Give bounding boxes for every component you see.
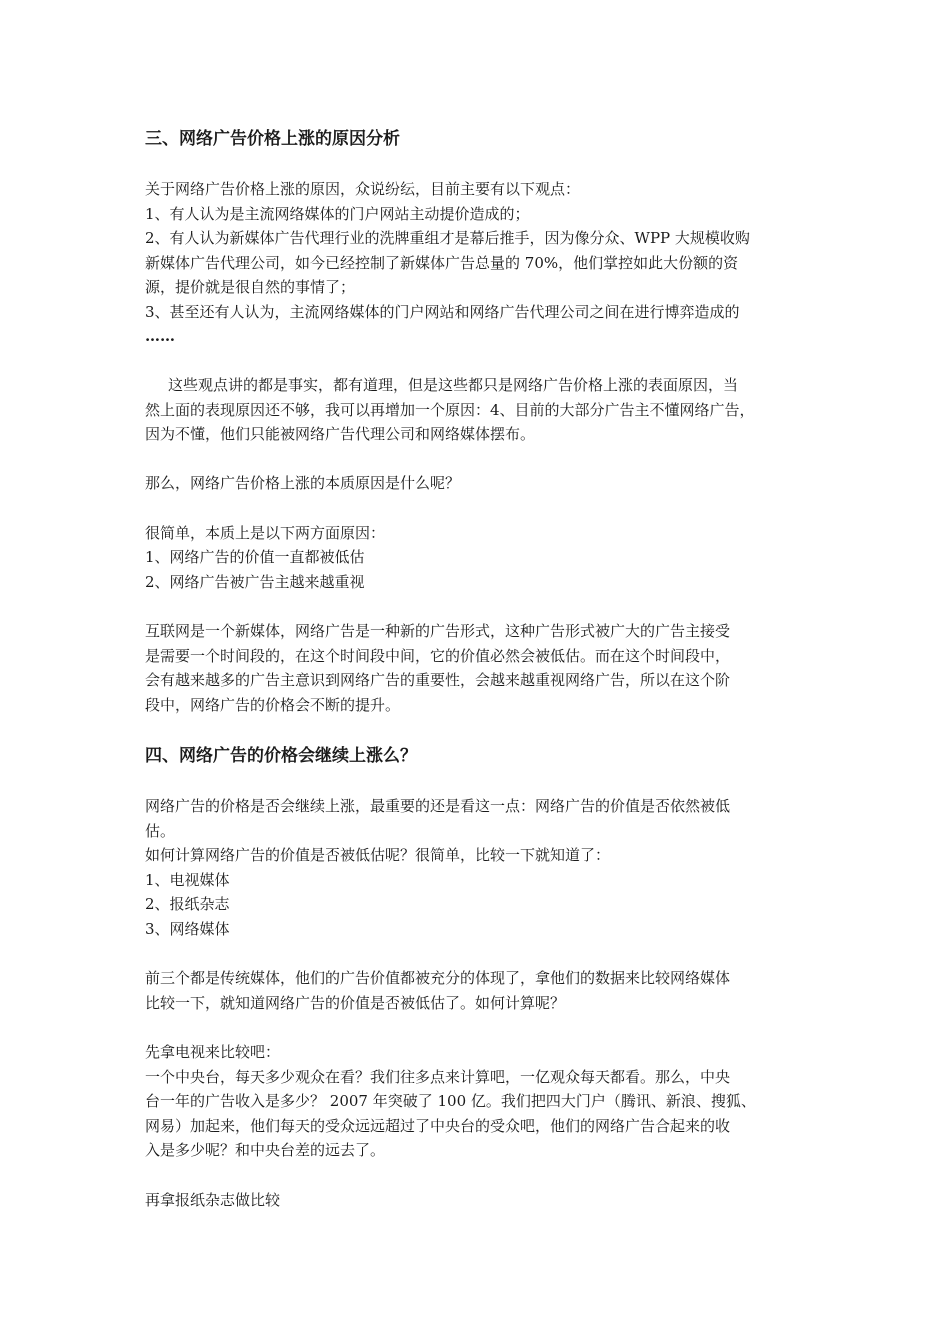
paragraph-line: 估。 [145, 822, 176, 840]
section-4-heading: 四、网络广告的价格会继续上涨么？ [145, 746, 417, 766]
list-item: 1、有人认为是主流网络媒体的门户网站主动提价造成的； [145, 205, 530, 223]
paragraph-line: 很简单，本质上是以下两方面原因： [145, 524, 386, 542]
paragraph-line: 台一年的广告收入是多少？ 2007 年突破了 100 亿。我们把四大门户（腾讯、新浪、搜狐、 [145, 1092, 756, 1110]
paragraph-line: 会有越来越多的广告主意识到网络广告的重要性，会越来越重视网络广告，所以在这个阶 [145, 671, 731, 689]
paragraph-line: 因为不懂，他们只能被网络广告代理公司和网络媒体摆布。 [145, 425, 536, 443]
paragraph-line: 源，提价就是很自然的事情了； [145, 278, 356, 296]
ellipsis: …… [145, 327, 175, 345]
list-item: 2、有人认为新媒体广告代理行业的洗牌重组才是幕后推手，因为像分众、WPP 大规模收购 [145, 229, 750, 247]
section-3-heading: 三、网络广告价格上涨的原因分析 [145, 129, 400, 149]
paragraph-line: 关于网络广告价格上涨的原因，众说纷纭，目前主要有以下观点： [145, 180, 581, 198]
list-item: 3、甚至还有人认为，主流网络媒体的门户网站和网络广告代理公司之间在进行博弈造成的 [145, 303, 740, 321]
paragraph-line: 一个中央台，每天多少观众在看？我们往多点来计算吧，一亿观众每天都看。那么，中央 [145, 1068, 731, 1086]
paragraph-line: 先拿电视来比较吧： [145, 1043, 281, 1061]
paragraph-line: 新媒体广告代理公司，如今已经控制了新媒体广告总量的 70%，他们掌控如此大份额的资 [145, 254, 739, 272]
paragraph-line: 然上面的表现原因还不够，我可以再增加一个原因：4、目前的大部分广告主不懂网络广告， [145, 401, 755, 419]
paragraph-line: 前三个都是传统媒体，他们的广告价值都被充分的体现了，拿他们的数据来比较网络媒体 [145, 969, 731, 987]
paragraph-line: 入是多少呢？和中央台差的远去了。 [145, 1141, 386, 1159]
paragraph-line: 如何计算网络广告的价值是否被低估呢？很简单，比较一下就知道了： [145, 846, 611, 864]
list-item: 1、网络广告的价值一直都被低估 [145, 548, 365, 566]
paragraph-line: 是需要一个时间段的，在这个时间段中间，它的价值必然会被低估。而在这个时间段中， [145, 647, 731, 665]
paragraph-line: 网易）加起来，他们每天的受众远远超过了中央台的受众吧，他们的网络广告合起来的收 [145, 1117, 731, 1135]
list-item: 2、网络广告被广告主越来越重视 [145, 573, 365, 591]
list-item: 1、电视媒体 [145, 871, 230, 889]
paragraph-line: 网络广告的价格是否会继续上涨，最重要的还是看这一点：网络广告的价值是否依然被低 [145, 797, 731, 815]
paragraph-line: 再拿报纸杂志做比较 [145, 1191, 281, 1209]
paragraph-line: 段中，网络广告的价格会不断的提升。 [145, 696, 401, 714]
list-item: 3、网络媒体 [145, 920, 230, 938]
paragraph-line: 互联网是一个新媒体，网络广告是一种新的广告形式，这种广告形式被广大的广告主接受 [145, 622, 731, 640]
paragraph-line: 那么，网络广告价格上涨的本质原因是什么呢？ [145, 474, 461, 492]
list-item: 2、报纸杂志 [145, 895, 230, 913]
paragraph-line: 比较一下，就知道网络广告的价值是否被低估了。如何计算呢？ [145, 994, 566, 1012]
paragraph-line: 这些观点讲的都是事实，都有道理，但是这些都只是网络广告价格上涨的表面原因，当 [168, 376, 739, 394]
